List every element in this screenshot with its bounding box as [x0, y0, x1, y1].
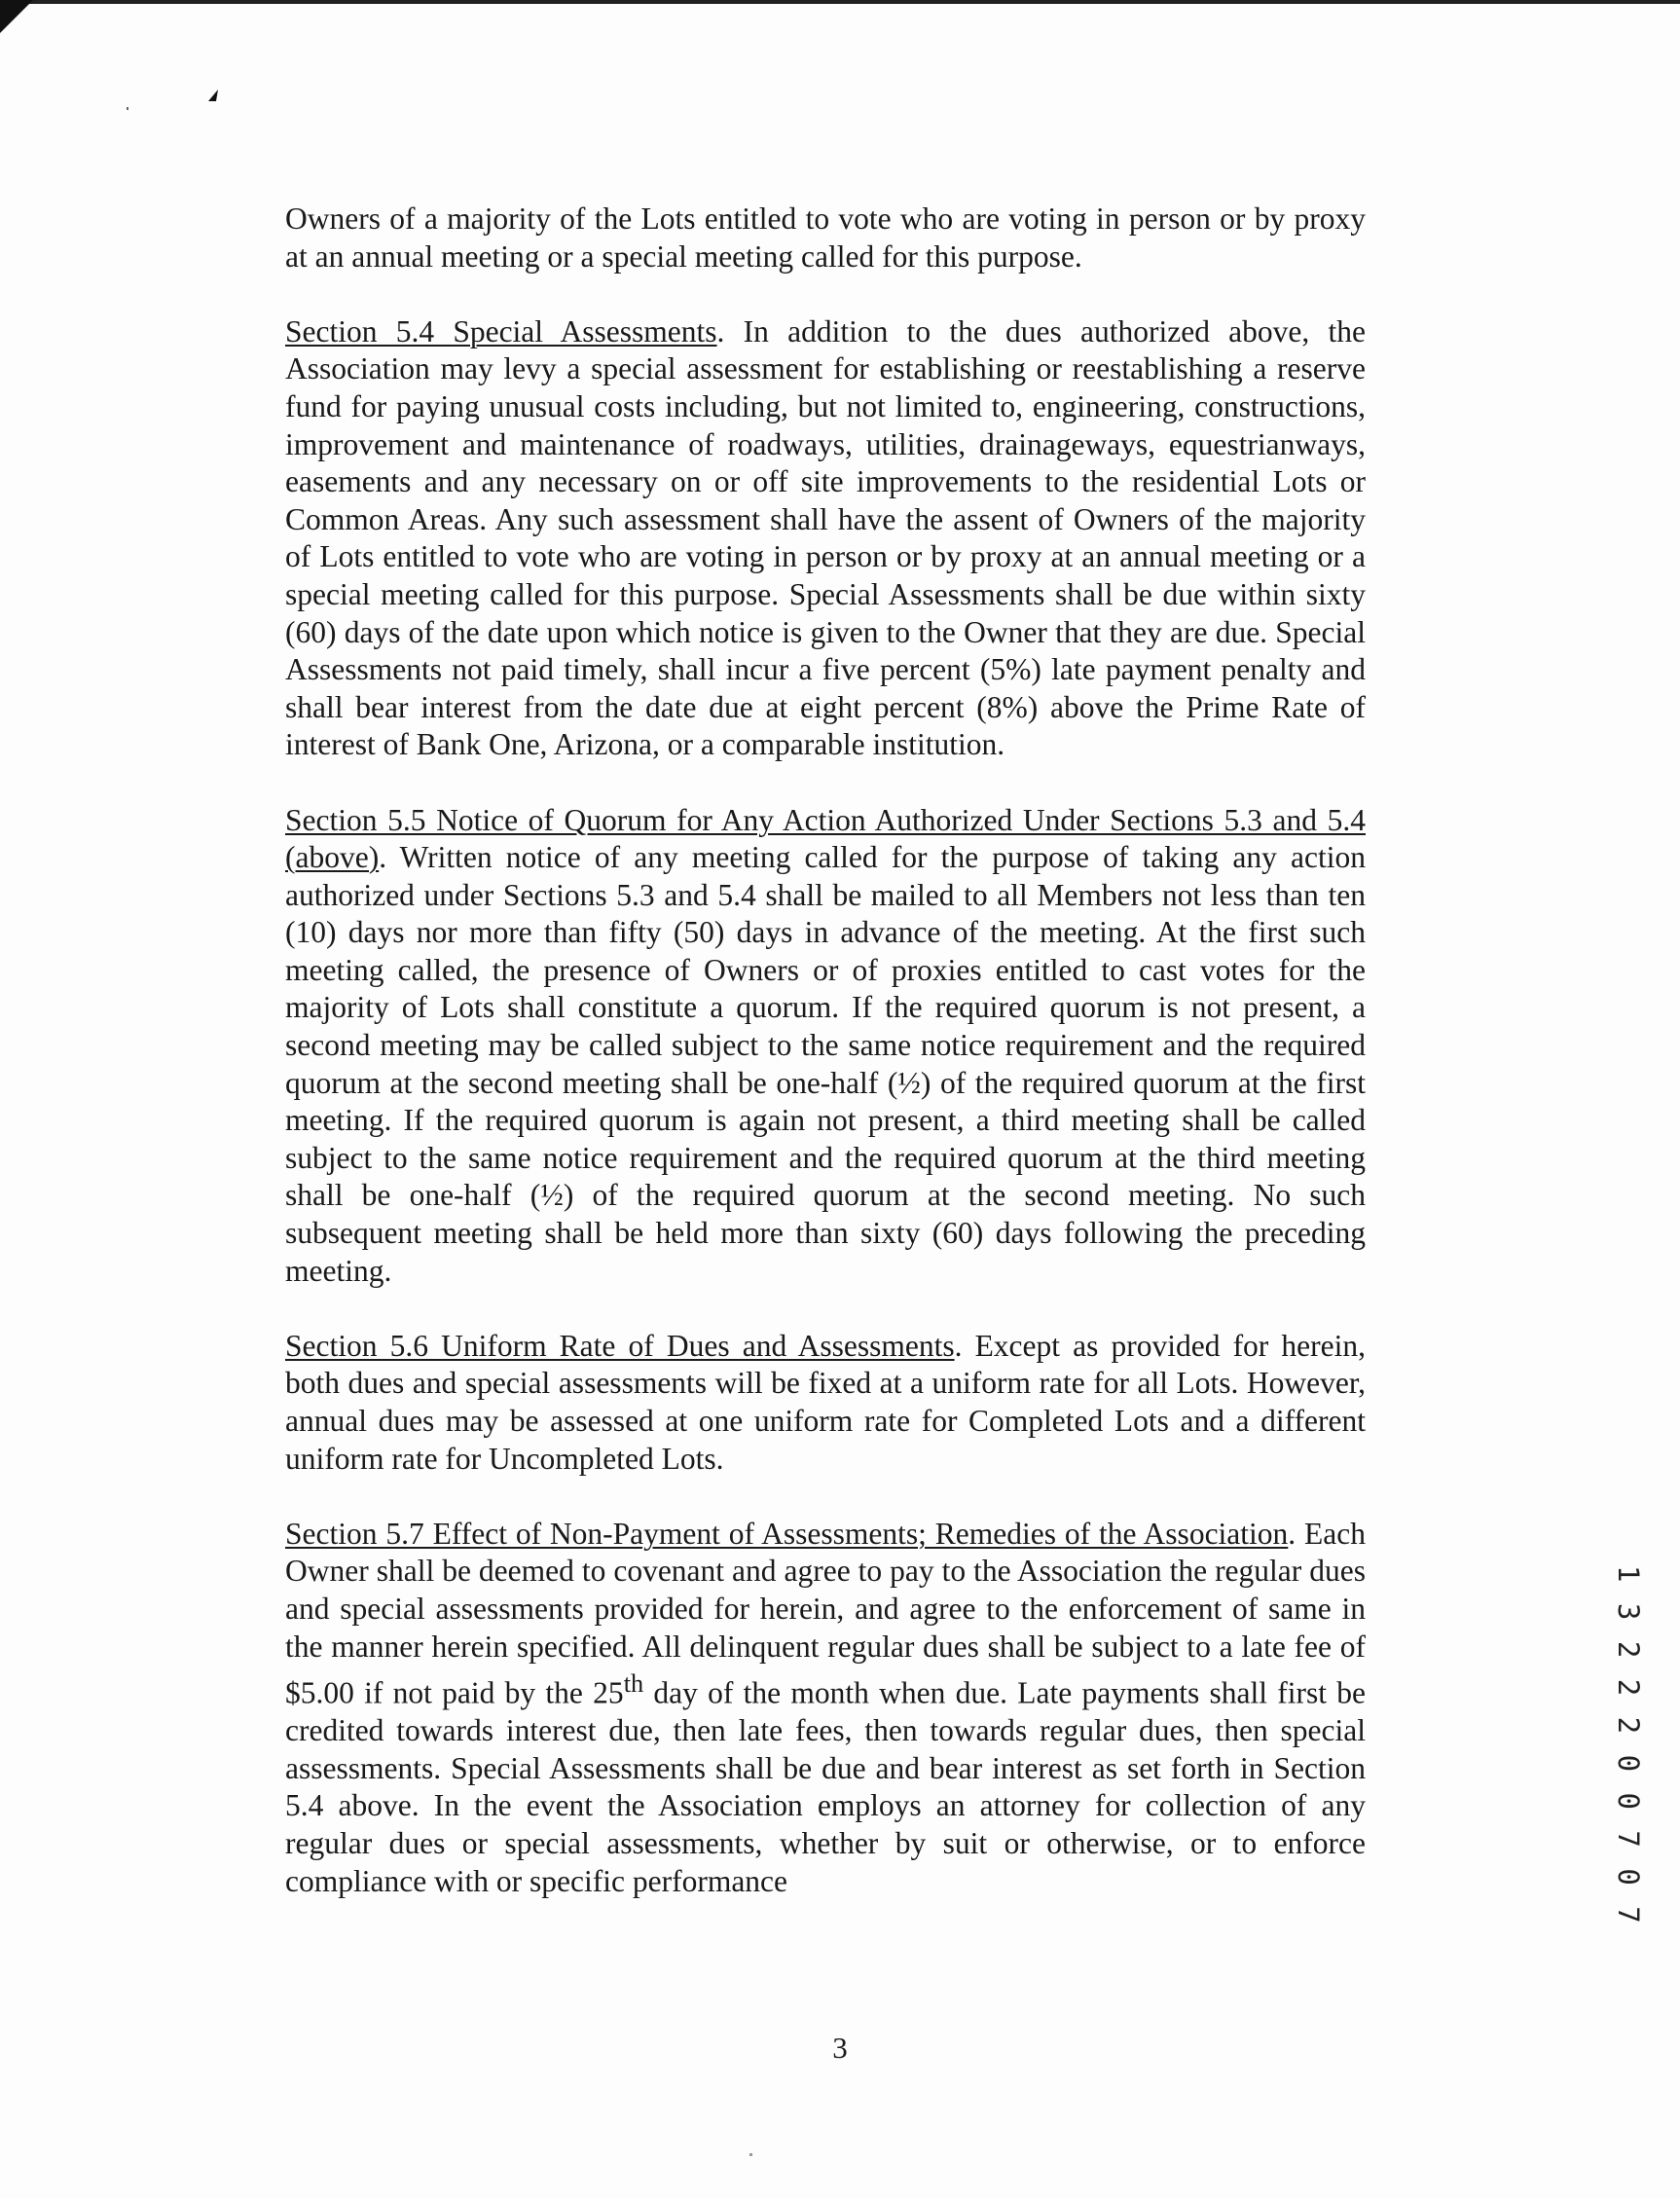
- document-body: [285, 201, 1366, 1938]
- paragraph-text: . Each Owner shall be deemed to covenant and agree to pay to the Association the regular dues and special assessments provided for herein, and agree to the enforcement of same in the manner herein specified. All delinquent regular dues shall be subject to a late fee of $5.00 if not paid by the 25: [285, 1516, 1366, 1710]
- section-heading: Section 5.7 Effect of Non-Payment of Assessments; Remedies of the Association: [285, 1516, 1289, 1551]
- scan-speck-mark: [208, 90, 218, 101]
- paragraph-text: Owners of a majority of the Lots entitled to vote who are voting in person or by proxy at an annual meeting or a special meeting called for this purpose.: [285, 201, 1366, 274]
- paragraph-text: . Written notice of any meeting called for the purpose of taking any action authorized under Sections 5.3 and 5.4 shall be mailed to all Members not less than ten (10) days nor more than fifty (50) days in advance of the meeting. At the first such meeting called, the presence of Owners or of proxies entitled to cast votes for the majority of Lots shall constitute a quorum. If the required quorum is not present, a second meeting may be called subject to the same notice requirement and the required quorum at the second meeting shall be one-half (½) of the required quorum at the first meeting. If the required quorum is again not present, a third meeting shall be called subject to the same notice requirement and the required quorum at the third meeting shall be one-half (½) of the required quorum at the second meeting. No such subsequent meeting shall be held more than sixty (60) days following the preceding meeting.: [285, 840, 1366, 1288]
- section-heading: Section 5.6 Uniform Rate of Dues and Assessments: [285, 1328, 955, 1363]
- paragraph-continuation: [285, 201, 1366, 275]
- page-number: 3: [832, 2031, 848, 2065]
- section-heading: Section 5.4 Special Assessments: [285, 313, 717, 348]
- scan-dot: [749, 2153, 752, 2156]
- scan-speck-dot: [127, 107, 128, 110]
- paragraph-section-5-7: [285, 1516, 1366, 1900]
- section-heading: Section 5.5 Notice of Quorum for Any Action Authorized Under Sections 5.3 and 5.4 (above): [285, 802, 1366, 875]
- side-stamp-number: 1 3 2 2 2 0 0 7 0 7: [1612, 1565, 1645, 1925]
- side-stamp: [1606, 1565, 1645, 1925]
- paragraph-text: . Except as provided for herein, both dues and special assessments will be fixed at a uniform rate for all Lots. However, annual dues may be assessed at one uniform rate for Completed Lots and a different uniform rate for Uncompleted Lots.: [285, 1328, 1366, 1476]
- paragraph-section-5-6: [285, 1328, 1366, 1478]
- paragraph-section-5-4: [285, 313, 1366, 764]
- paragraph-section-5-5: [285, 802, 1366, 1291]
- scan-corner-mark: [0, 0, 33, 33]
- paragraph-text: day of the month when due. Late payments shall first be credited towards interest due, then late fees, then towards regular dues, then special assessments. Special Assessments shall be due and bear interest as set forth in Section 5.4 above. In the event the Association employs an attorney for collection of any regular dues or special assessments, whether by suit or otherwise, or to enforce compliance with or specific performance: [285, 1675, 1366, 1898]
- ordinal-suffix: th: [623, 1669, 644, 1699]
- scan-top-edge: [0, 0, 1680, 4]
- paragraph-text: . In addition to the dues authorized above, the Association may levy a special assessment for establishing or reestablishing a reserve fund for paying unusual costs including, but not limited to, engineering, constructions, improvement and maintenance of roadways, utilities, drainageways, equestrianways, easements and any necessary on or off site improvements to the residential Lots or Common Areas. Any such assessment shall have the assent of Owners of the majority of Lots entitled to vote who are voting in person or by proxy at an annual meeting or a special meeting called for this purpose. Special Assessments shall be due within sixty (60) days of the date upon which notice is given to the Owner that they are due. Special Assessments not paid timely, shall incur a five percent (5%) late payment penalty and shall bear interest from the date due at eight percent (8%) above the Prime Rate of interest of Bank One, Arizona, or a comparable institution.: [285, 313, 1366, 762]
